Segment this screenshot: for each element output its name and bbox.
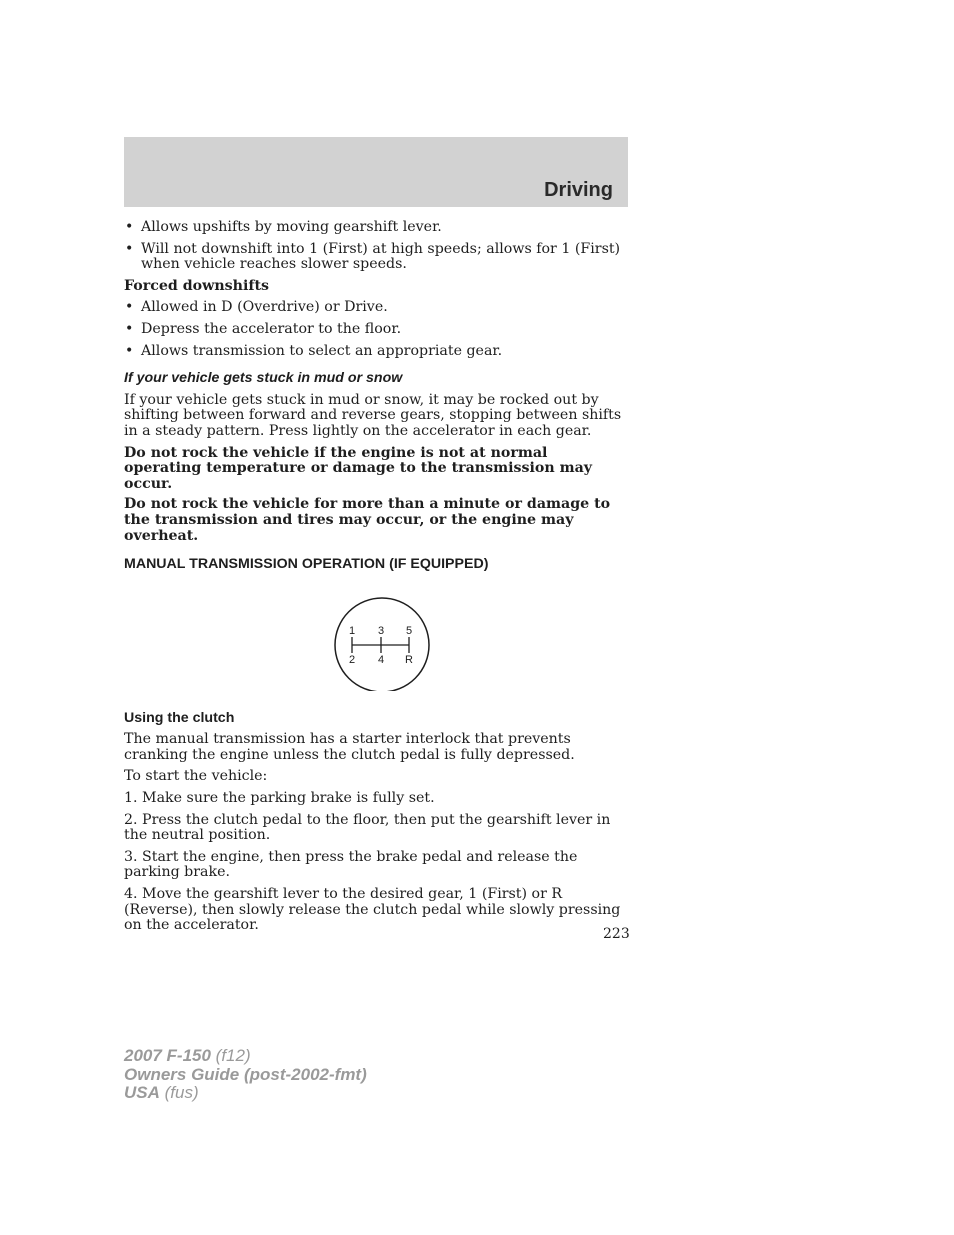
stuck-paragraph: If your vehicle gets stuck in mud or snow, it may be rocked out by shifting between forward and reverse gears, stopping between shifts in a steady pattern. Press lightly on the accelerator in each gear. bbox=[124, 391, 622, 439]
shift-pattern-icon bbox=[330, 591, 430, 691]
stuck-heading: If your vehicle gets stuck in mud or snow bbox=[124, 370, 403, 387]
warning-text: Do not rock the vehicle if the engine is not at normal operating temperature or damage to the transmission may occur. bbox=[124, 444, 593, 492]
list-item: • Allows upshifts by moving gearshift lever. bbox=[125, 219, 442, 235]
footer-line: Owners Guide (post-2002-fmt) bbox=[124, 1064, 367, 1084]
bullet-icon: • bbox=[125, 240, 134, 257]
warning-text: Do not rock the vehicle for more than a minute or damage to the transmission and tires may occur, or the engine may overheat. bbox=[124, 496, 611, 544]
gear-label: 4 bbox=[377, 653, 385, 666]
shift-pattern-diagram bbox=[124, 573, 628, 711]
footer bbox=[124, 1047, 367, 1103]
forced-downshifts-heading: Forced downshifts bbox=[124, 277, 270, 294]
section-title: Driving bbox=[544, 179, 613, 201]
gear-label: R bbox=[405, 653, 413, 666]
step-item: 4. Move the gearshift lever to the desired gear, 1 (First) or R (Reverse), then slowly release the clutch pedal while slowly pressing on the accelerator. bbox=[124, 886, 621, 934]
gear-label: 5 bbox=[405, 624, 413, 637]
list-item: • Will not downshift into 1 (First) at high speeds; allows for 1 (First) when vehicle reaches slower speeds. bbox=[125, 240, 621, 273]
start-label: To start the vehicle: bbox=[124, 768, 268, 785]
list-item: • Allows transmission to select an appropriate gear. bbox=[125, 342, 503, 359]
gear-label: 2 bbox=[348, 653, 356, 666]
gear-label: 3 bbox=[377, 624, 385, 637]
gear-label: 1 bbox=[348, 624, 356, 637]
manual-transmission-heading: MANUAL TRANSMISSION OPERATION (IF EQUIPPED) bbox=[124, 556, 489, 573]
footer-line: 2007 F-150 (f12) bbox=[124, 1046, 251, 1065]
footer-line: USA (fus) bbox=[124, 1083, 199, 1102]
page-content bbox=[124, 220, 628, 940]
header-band bbox=[124, 137, 628, 207]
list-item: • Depress the accelerator to the floor. bbox=[125, 320, 402, 337]
step-item: 3. Start the engine, then press the brake pedal and release the parking brake. bbox=[124, 848, 578, 881]
bullet-icon: • bbox=[125, 320, 134, 337]
clutch-intro: The manual transmission has a starter interlock that prevents cranking the engine unless the clutch pedal is fully depressed. bbox=[124, 731, 575, 763]
bullet-icon: • bbox=[125, 299, 134, 316]
bullet-icon: • bbox=[125, 342, 134, 359]
using-clutch-heading: Using the clutch bbox=[124, 709, 235, 726]
page-number: 223 bbox=[603, 926, 630, 942]
step-item: 1. Make sure the parking brake is fully set. bbox=[124, 790, 435, 807]
step-item: 2. Press the clutch pedal to the floor, then put the gearshift lever in the neutral position. bbox=[124, 811, 611, 844]
bullet-icon: • bbox=[125, 219, 134, 235]
list-item: • Allowed in D (Overdrive) or Drive. bbox=[125, 299, 388, 316]
